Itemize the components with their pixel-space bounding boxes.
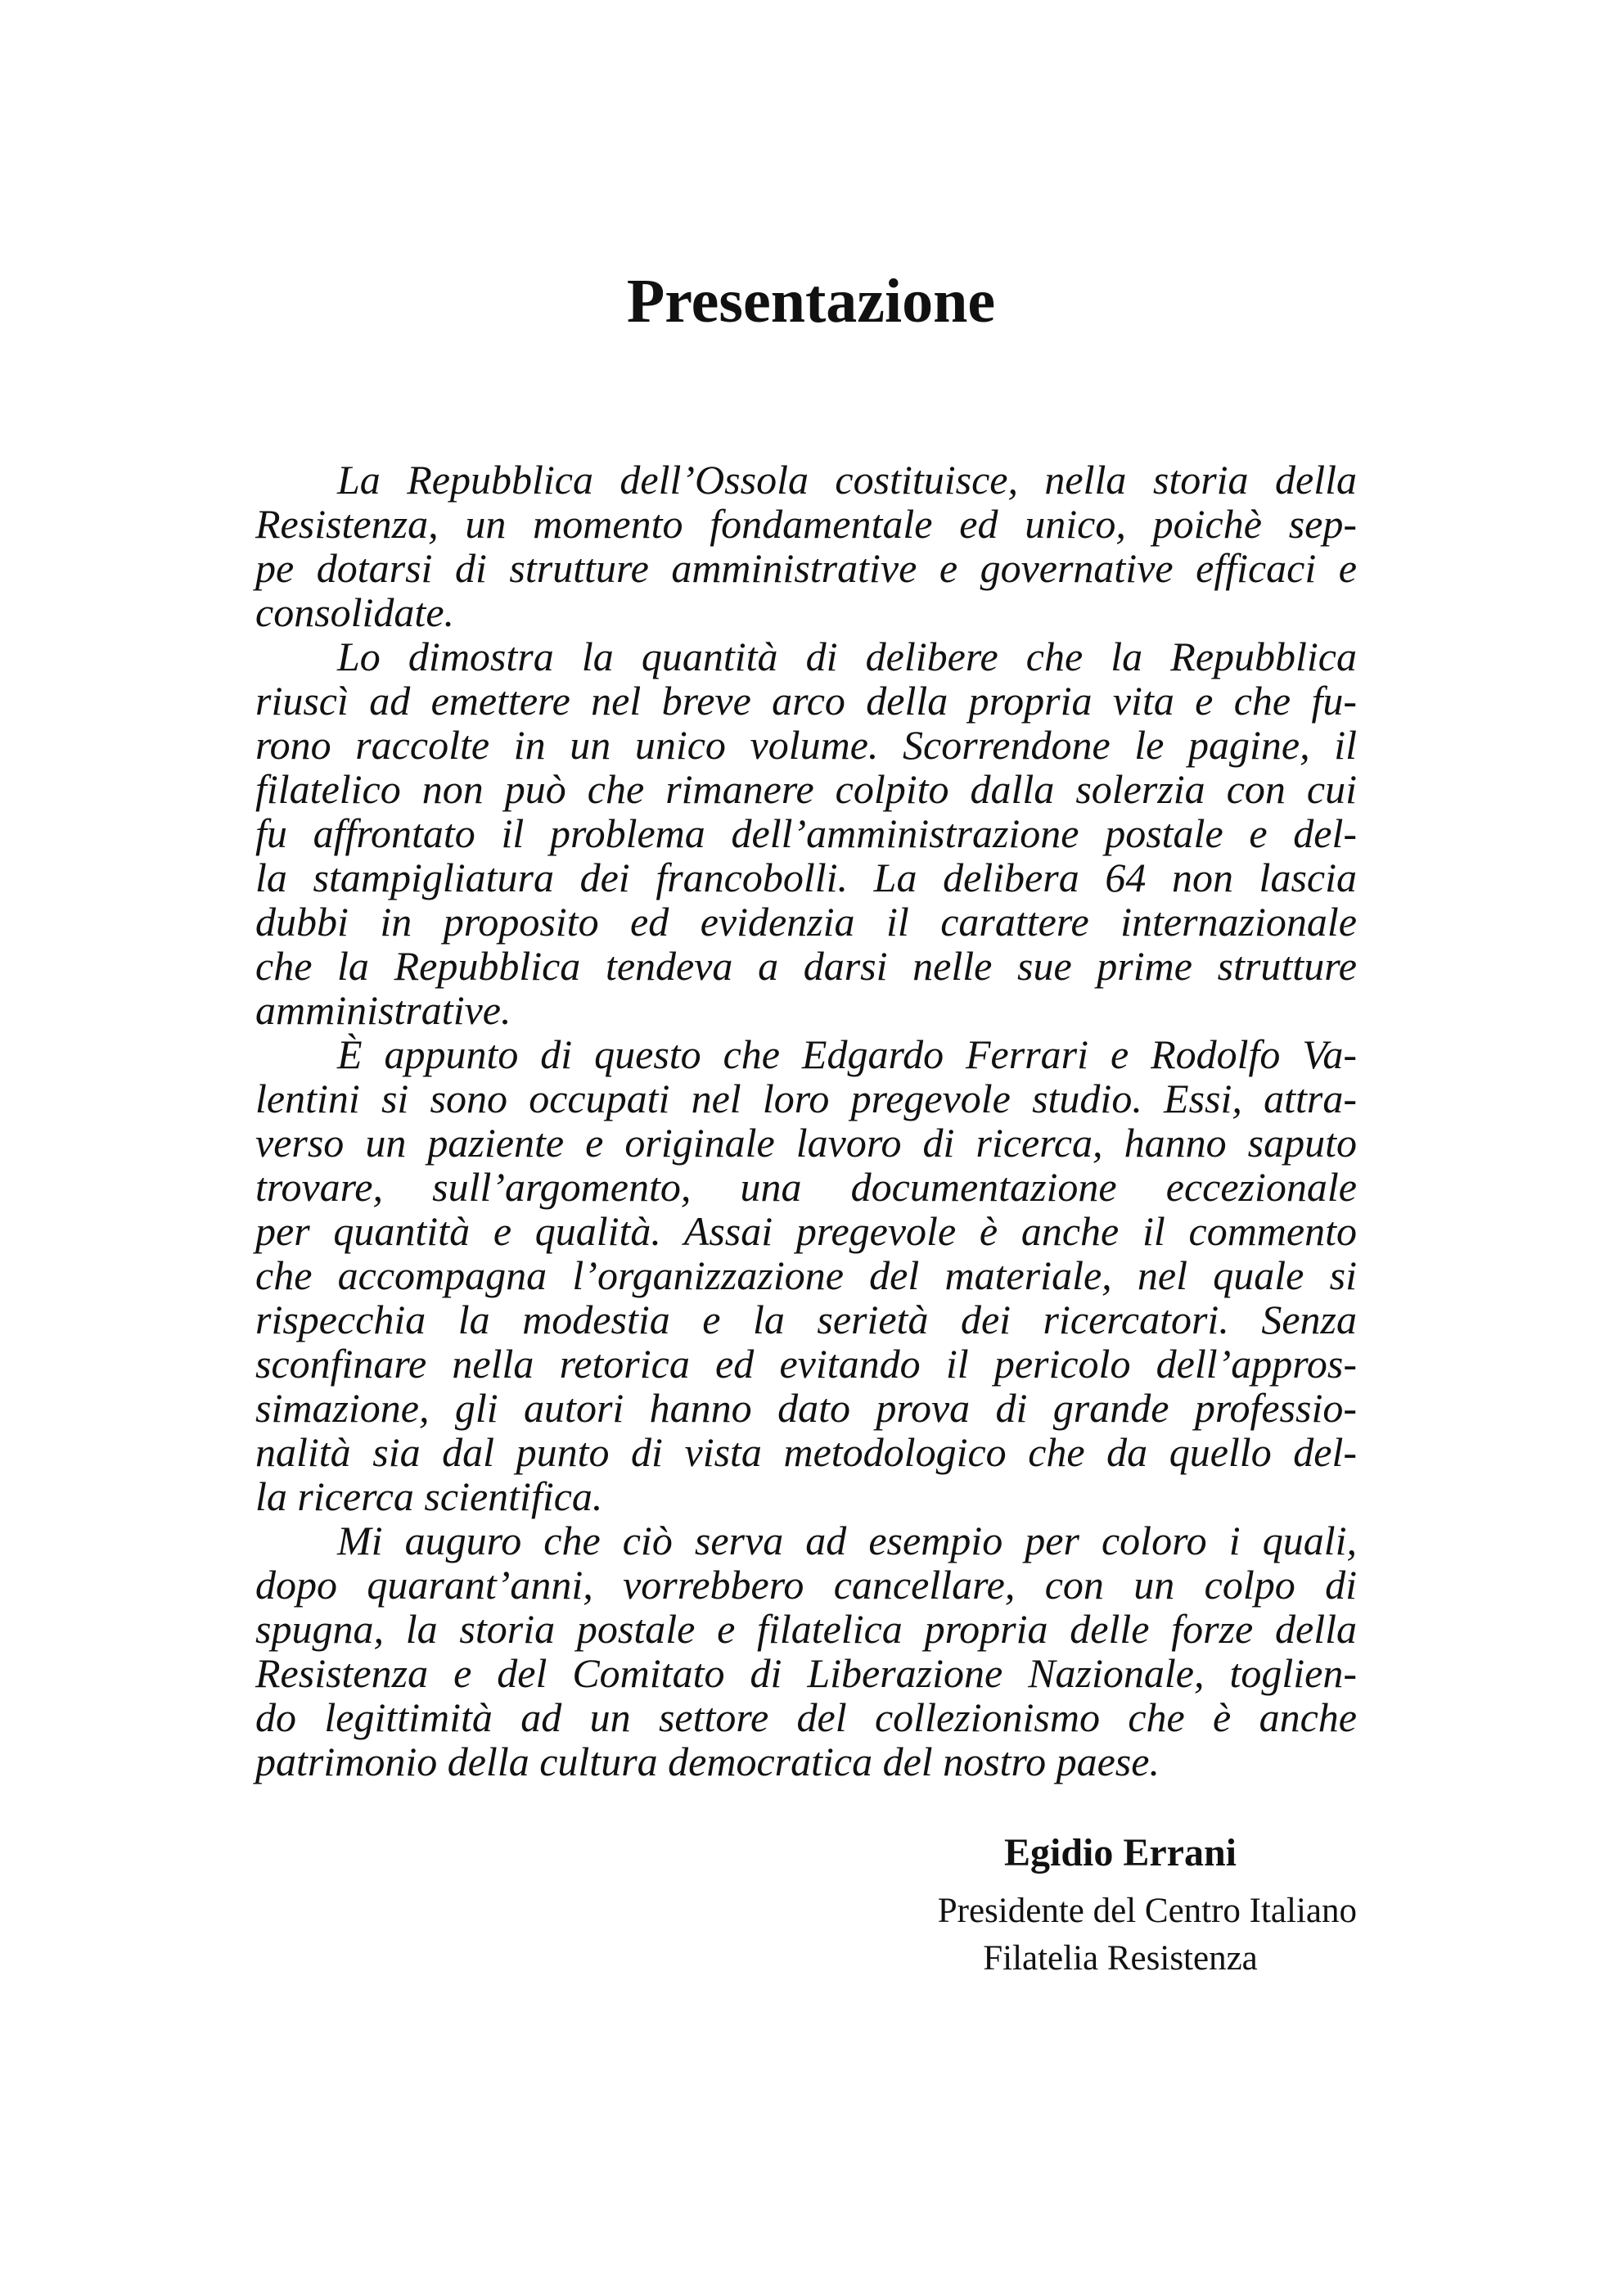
text-line: riuscì ad emettere nel breve arco della propria vita e che fu- bbox=[255, 678, 1357, 724]
text-line: amministrative. bbox=[255, 987, 511, 1033]
text-line: spugna, la storia postale e filatelica propria delle forze della bbox=[255, 1606, 1357, 1652]
text-line: dopo quarant’anni, vorrebbero cancellare, con un colpo di bbox=[255, 1562, 1357, 1608]
paragraph-4 bbox=[255, 1518, 1357, 1784]
paragraph-3 bbox=[255, 1032, 1357, 1518]
text-line: la stampigliatura dei francobolli. La delibera 64 non lascia bbox=[255, 855, 1357, 900]
text-line: che accompagna l’organizzazione del materiale, nel quale si bbox=[255, 1252, 1357, 1298]
text-line: Resistenza, un momento fondamentale ed unico, poichè sep- bbox=[255, 501, 1357, 547]
text-line: dubbi in proposito ed evidenzia il carattere internazionale bbox=[255, 899, 1357, 945]
text-line: do legittimità ad un settore del collezionismo che è anche bbox=[255, 1694, 1357, 1740]
text-line: pe dotarsi di strutture amministrative e governative efficaci e bbox=[255, 545, 1357, 591]
text-line: Mi auguro che ciò serva ad esempio per coloro i quali, bbox=[337, 1518, 1357, 1563]
text-line: La Repubblica dell’Ossola costituisce, nella storia della bbox=[337, 457, 1357, 503]
signature-organization: Filatelia Resistenza bbox=[983, 1939, 1258, 1978]
page-title: Presentazione bbox=[626, 267, 996, 336]
text-line: simazione, gli autori hanno dato prova di grande professio- bbox=[255, 1385, 1357, 1431]
signature-block bbox=[884, 1827, 1357, 1982]
text-line: fu affrontato il problema dell’amministrazione postale e del- bbox=[255, 810, 1357, 856]
text-line: nalità sia dal punto di vista metodologico che da quello del- bbox=[255, 1429, 1357, 1475]
text-line: Lo dimostra la quantità di delibere che la Repubblica bbox=[337, 634, 1357, 679]
text-line: rispecchia la modestia e la serietà dei ricercatori. Senza bbox=[255, 1297, 1357, 1342]
text-line: per quantità e qualità. Assai pregevole è anche il commento bbox=[255, 1208, 1357, 1254]
text-line: che la Repubblica tendeva a darsi nelle sue prime strutture bbox=[255, 943, 1357, 989]
body-text bbox=[255, 458, 1357, 1784]
text-line: lentini si sono occupati nel loro pregevole studio. Essi, attra- bbox=[255, 1076, 1357, 1121]
text-line: patrimonio della cultura democratica del nostro paese. bbox=[255, 1739, 1160, 1784]
signature-role: Presidente del Centro Italiano bbox=[937, 1892, 1357, 1930]
text-line: filatelico non può che rimanere colpito dalla solerzia con cui bbox=[255, 766, 1357, 812]
paragraph-2 bbox=[255, 634, 1357, 1032]
text-line: rono raccolte in un unico volume. Scorrendone le pagine, il bbox=[255, 722, 1357, 768]
text-line: Resistenza e del Comitato di Liberazione Nazionale, toglien- bbox=[255, 1650, 1357, 1696]
text-line: consolidate. bbox=[255, 589, 455, 635]
text-line: la ricerca scientifica. bbox=[255, 1473, 603, 1519]
text-line: trovare, sull’argomento, una documentazione eccezionale bbox=[255, 1164, 1357, 1210]
text-line: verso un paziente e originale lavoro di ricerca, hanno saputo bbox=[255, 1120, 1357, 1166]
paragraph-1 bbox=[255, 458, 1357, 634]
signature-name: Egidio Errani bbox=[1003, 1831, 1237, 1874]
text-line: È appunto di questo che Edgardo Ferrari e Rodolfo Va- bbox=[337, 1031, 1357, 1077]
text-line: sconfinare nella retorica ed evitando il pericolo dell’appros- bbox=[255, 1341, 1357, 1387]
